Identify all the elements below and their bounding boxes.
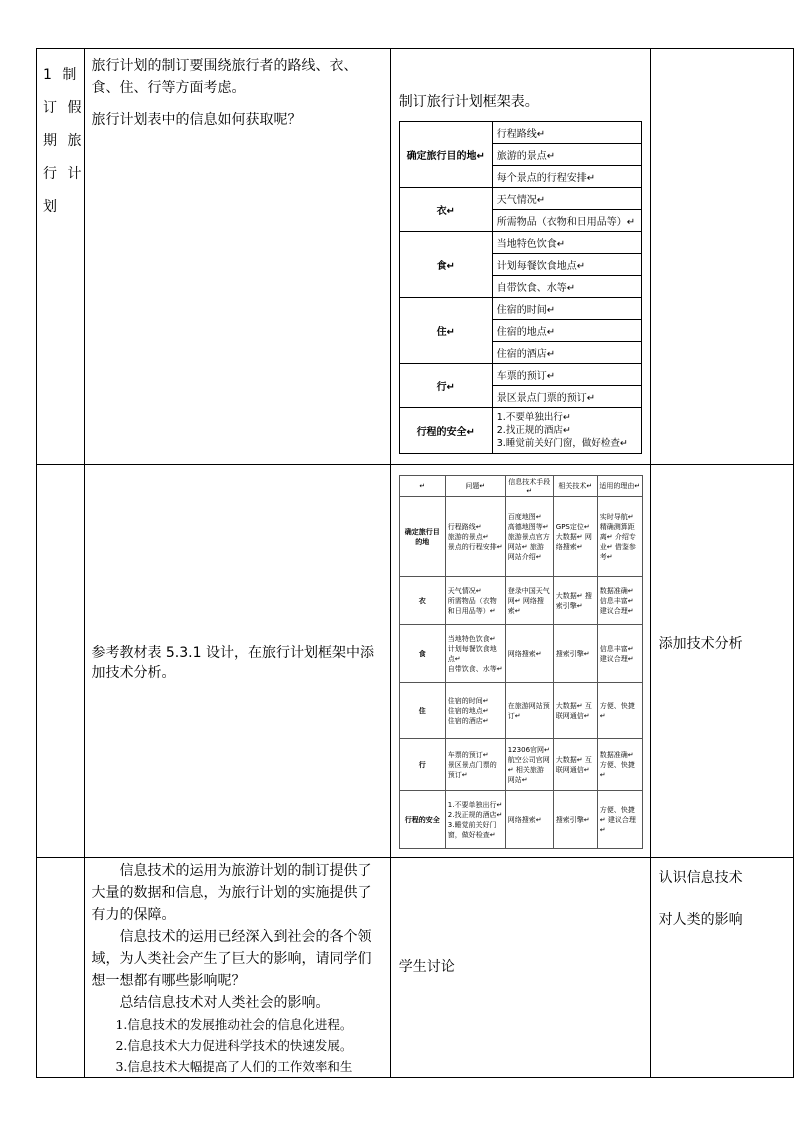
- tech-related: 搜索引擎↵: [553, 791, 597, 849]
- row-impact: [37, 858, 794, 1078]
- frame-title: 制订旅行计划框架表。: [398, 94, 539, 110]
- row-plan: [37, 49, 794, 465]
- empty-cell: [37, 858, 85, 1078]
- step-label: 1 制 订 假 期 旅 行 计 划: [43, 67, 85, 215]
- tech-cat: 食: [399, 625, 445, 683]
- teacher-text-cell: [85, 465, 390, 858]
- tech-table-cell: [390, 465, 650, 858]
- safety-items: 1.不要单独出行↵ 2.找正规的酒店↵ 3.睡觉前关好门窗，做好检查↵: [492, 408, 641, 454]
- tech-cat: 行程的安全: [399, 791, 445, 849]
- tech-question: 天气情况↵ 所需物品（衣物和日用品等）↵: [445, 577, 505, 625]
- list-item: 3.信息技术大幅提高了人们的工作效率和生: [115, 1059, 353, 1074]
- impact-goal: 认识信息技术 对人类的影响: [658, 870, 743, 928]
- teacher-text-cell: [85, 858, 390, 1078]
- frame-cat: 住↵: [399, 298, 492, 364]
- tech-question: 住宿的时间↵ 住宿的地点↵ 住宿的酒店↵: [445, 683, 505, 739]
- tech-means: 12306官网↵ 航空公司官网↵ 相关旅游网站↵: [505, 739, 553, 791]
- tech-related: 大数据↵ 互联网通信↵: [553, 739, 597, 791]
- tech-means: 登录中国天气网↵ 网络搜索↵: [505, 577, 553, 625]
- impact-para-1: 信息技术的运用为旅游计划的制订提供了大量的数据和信息，为旅行计划的实施提供了有力的保障。: [91, 863, 372, 923]
- tech-reason: 信息丰富↵ 建议合理↵: [597, 625, 642, 683]
- impact-para-3: 总结信息技术对人类社会的影响。: [119, 995, 330, 1011]
- tech-reason: 实时导航↵ 精确测算距离↵ 介绍专业↵ 借鉴参考↵: [597, 497, 642, 577]
- plan-question-text: 旅行计划表中的信息如何获取呢？: [91, 112, 302, 128]
- tech-question: 1.不要单独出行↵ 2.找正规的酒店↵ 3.睡觉前关好门窗，做好检查↵: [445, 791, 505, 849]
- tech-means: 在旅游网站预订↵: [505, 683, 553, 739]
- frame-item: 旅游的景点↵: [492, 144, 641, 166]
- frame-item: 车票的预订↵: [492, 364, 641, 386]
- frame-item: 住宿的地点↵: [492, 320, 641, 342]
- frame-item: 自带饮食、水等↵: [492, 276, 641, 298]
- tech-reason: 数据准确↵ 方便、快捷↵: [597, 739, 642, 791]
- frame-item: 行程路线↵: [492, 122, 641, 144]
- frame-item: 住宿的酒店↵: [492, 342, 641, 364]
- student-discuss-label: 学生讨论: [398, 959, 455, 975]
- tech-analysis-table: ↵ 问题↵ 信息技术手段↵ 相关技术↵ 适用的理由↵ 确定旅行目的地 行程路线↵ 旅游的景点↵ 景点的行程安排↵ 百度地图↵ 高德地图等↵ 旅游景点官方网站↵ 旅游网站介绍↵ GPS定位↵ 大数据↵ 网络搜索↵ 实时导航↵ 精确测算距离↵ 介绍专业↵ 借鉴参考↵ 衣 天气情况↵ 所需物品（衣物和日用品等）↵ 登录中国天气网↵ 网络搜索↵ 大数据↵ 搜索引擎↵ 数据准确↵ 信息丰富↵ 建议合理↵ 食 当地特色饮食↵ 计划每餐饮食地点↵ 自带饮食、水等↵ 网络搜索↵ 搜索引擎↵ 信息丰富↵ 建议合理↵ 住 住宿的时间↵ 住宿的地点↵ 住宿的酒店↵ 在旅游网站预订↵ 大数据↵ 互联网通信↵ 方便、快捷↵ 行 车票的预订↵ 景区景点门票的预订↵ 12306官网↵ 航空公司官网↵ 相关旅游网站↵ 大数据↵ 互联网通信↵ 数据准确↵ 方便、快捷↵ 行程的安全 1.不要单独出行↵ 2.找正规的酒店↵ 3.睡觉前关好门窗，做好检查↵ 网络搜索↵ 搜索引擎↵ 方便、快捷↵ 建议合理↵: [399, 475, 643, 849]
- tech-cat: 住: [399, 683, 445, 739]
- travel-frame-table: [399, 121, 642, 454]
- plan-intro-text: 旅行计划的制订要围绕旅行者的路线、衣、食、住、行等方面考虑。: [91, 58, 358, 96]
- frame-cat: 行↵: [399, 364, 492, 408]
- tech-related: GPS定位↵ 大数据↵ 网络搜索↵: [553, 497, 597, 577]
- tech-question: 车票的预订↵ 景区景点门票的预订↵: [445, 739, 505, 791]
- empty-cell: [650, 49, 793, 465]
- list-item: 1.信息技术的发展推动社会的信息化进程。: [115, 1017, 353, 1032]
- tech-means: 网络搜索↵: [505, 625, 553, 683]
- tech-means: 网络搜索↵: [505, 791, 553, 849]
- frame-item: 天气情况↵: [492, 188, 641, 210]
- student-activity-cell: [650, 465, 793, 858]
- frame-cat: 衣↵: [399, 188, 492, 232]
- tech-cat: 确定旅行目的地: [399, 497, 445, 577]
- tech-reason: 方便、快捷↵: [597, 683, 642, 739]
- tech-related: 搜索引擎↵: [553, 625, 597, 683]
- impact-goal-cell: [650, 858, 793, 1078]
- frame-item: 住宿的时间↵: [492, 298, 641, 320]
- frame-cat: 确定旅行目的地↵: [399, 122, 492, 188]
- tech-reason: 方便、快捷↵ 建议合理↵: [597, 791, 642, 849]
- frame-item: 所需物品（衣物和日用品等）↵: [492, 210, 641, 232]
- tech-cat: 衣: [399, 577, 445, 625]
- tech-cat: 行: [399, 739, 445, 791]
- impact-list: [91, 1014, 383, 1077]
- lesson-table: [36, 48, 794, 1078]
- tech-instruction-text: 参考教材表 5.3.1 设计，在旅行计划框架中添加技术分析。: [91, 645, 374, 681]
- discuss-cell: [390, 858, 650, 1078]
- frame-item: 当地特色饮食↵: [492, 232, 641, 254]
- frame-item: 计划每餐饮食地点↵: [492, 254, 641, 276]
- frame-cell: [390, 49, 650, 465]
- step-label-cell: [37, 49, 85, 465]
- tech-reason: 数据准确↵ 信息丰富↵ 建议合理↵: [597, 577, 642, 625]
- tech-related: 大数据↵ 搜索引擎↵: [553, 577, 597, 625]
- list-item: 2.信息技术大力促进科学技术的快速发展。: [115, 1038, 353, 1053]
- tech-question: 当地特色饮食↵ 计划每餐饮食地点↵ 自带饮食、水等↵: [445, 625, 505, 683]
- add-tech-analysis-label: 添加技术分析: [658, 636, 743, 652]
- empty-cell: [37, 465, 85, 858]
- tech-question: 行程路线↵ 旅游的景点↵ 景点的行程安排↵: [445, 497, 505, 577]
- tech-related: 大数据↵ 互联网通信↵: [553, 683, 597, 739]
- row-tech: [37, 465, 794, 858]
- frame-item: 每个景点的行程安排↵: [492, 166, 641, 188]
- impact-para-2: 信息技术的运用已经深入到社会的各个领域，为人类社会产生了巨大的影响，请同学们想一想都有哪些影响呢？: [91, 929, 372, 989]
- teacher-text-cell: [85, 49, 390, 465]
- frame-item: 景区景点门票的预订↵: [492, 386, 641, 408]
- tech-means: 百度地图↵ 高德地图等↵ 旅游景点官方网站↵ 旅游网站介绍↵: [505, 497, 553, 577]
- frame-cat: 行程的安全↵: [399, 408, 492, 454]
- frame-cat: 食↵: [399, 232, 492, 298]
